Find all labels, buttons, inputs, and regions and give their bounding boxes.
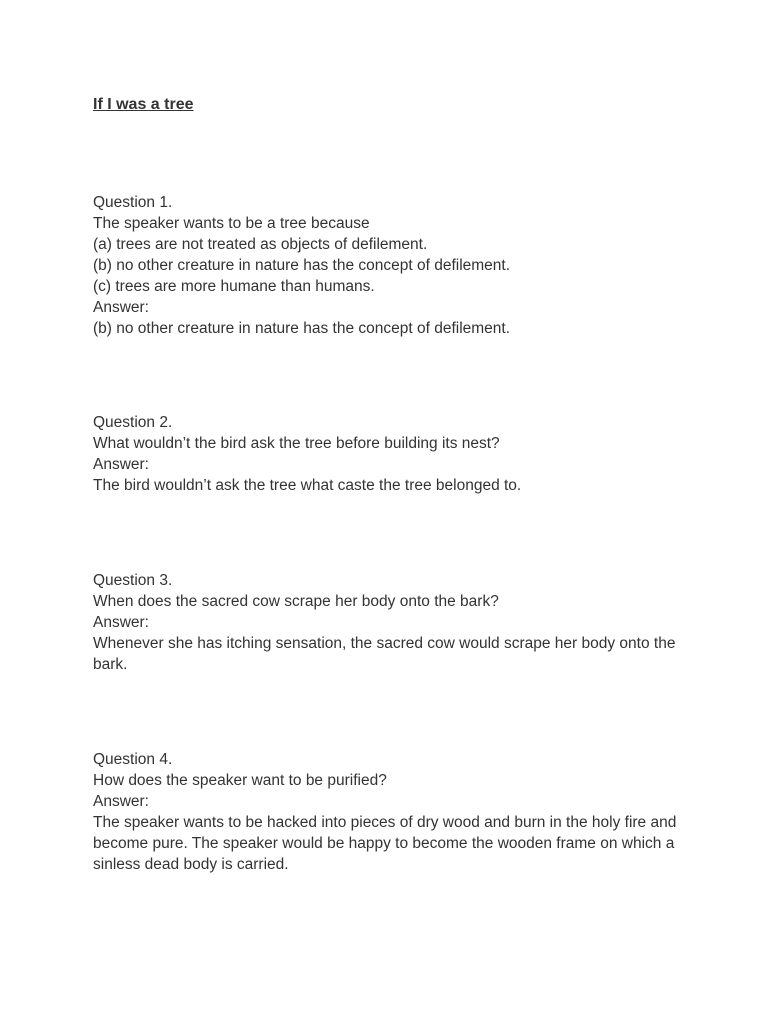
question-heading: Question 1. xyxy=(93,194,173,211)
question-block-4 xyxy=(93,749,703,875)
document-title: If I was a tree xyxy=(93,96,194,113)
question-prompt: When does the sacred cow scrape her body onto the bark? xyxy=(93,593,499,610)
answer-option-c: (c) trees are more humane than humans. xyxy=(93,278,375,295)
question-heading: Question 4. xyxy=(93,751,173,768)
question-heading: Question 2. xyxy=(93,414,173,431)
question-block-2 xyxy=(93,412,703,496)
answer-label: Answer: xyxy=(93,793,149,810)
question-heading: Question 3. xyxy=(93,572,173,589)
question-block-3 xyxy=(93,570,703,675)
answer-option-a: (a) trees are not treated as objects of defilement. xyxy=(93,236,428,253)
answer-text: The speaker wants to be hacked into pieces of dry wood and burn in the holy fire and become pure. The speaker would be happy to become the wooden frame on which a sinless dead body is carried. xyxy=(93,814,677,873)
answer-option-b: (b) no other creature in nature has the concept of defilement. xyxy=(93,257,511,274)
answer-text: The bird wouldn’t ask the tree what caste the tree belonged to. xyxy=(93,477,522,494)
question-prompt: The speaker wants to be a tree because xyxy=(93,215,370,232)
question-prompt: What wouldn’t the bird ask the tree before building its nest? xyxy=(93,435,500,452)
answer-label: Answer: xyxy=(93,456,149,473)
question-prompt: How does the speaker want to be purified? xyxy=(93,772,387,789)
question-block-1 xyxy=(93,192,703,339)
answer-label: Answer: xyxy=(93,299,149,316)
answer-text: (b) no other creature in nature has the concept of defilement. xyxy=(93,320,511,337)
answer-label: Answer: xyxy=(93,614,149,631)
answer-text: Whenever she has itching sensation, the sacred cow would scrape her body onto the bark. xyxy=(93,635,676,673)
